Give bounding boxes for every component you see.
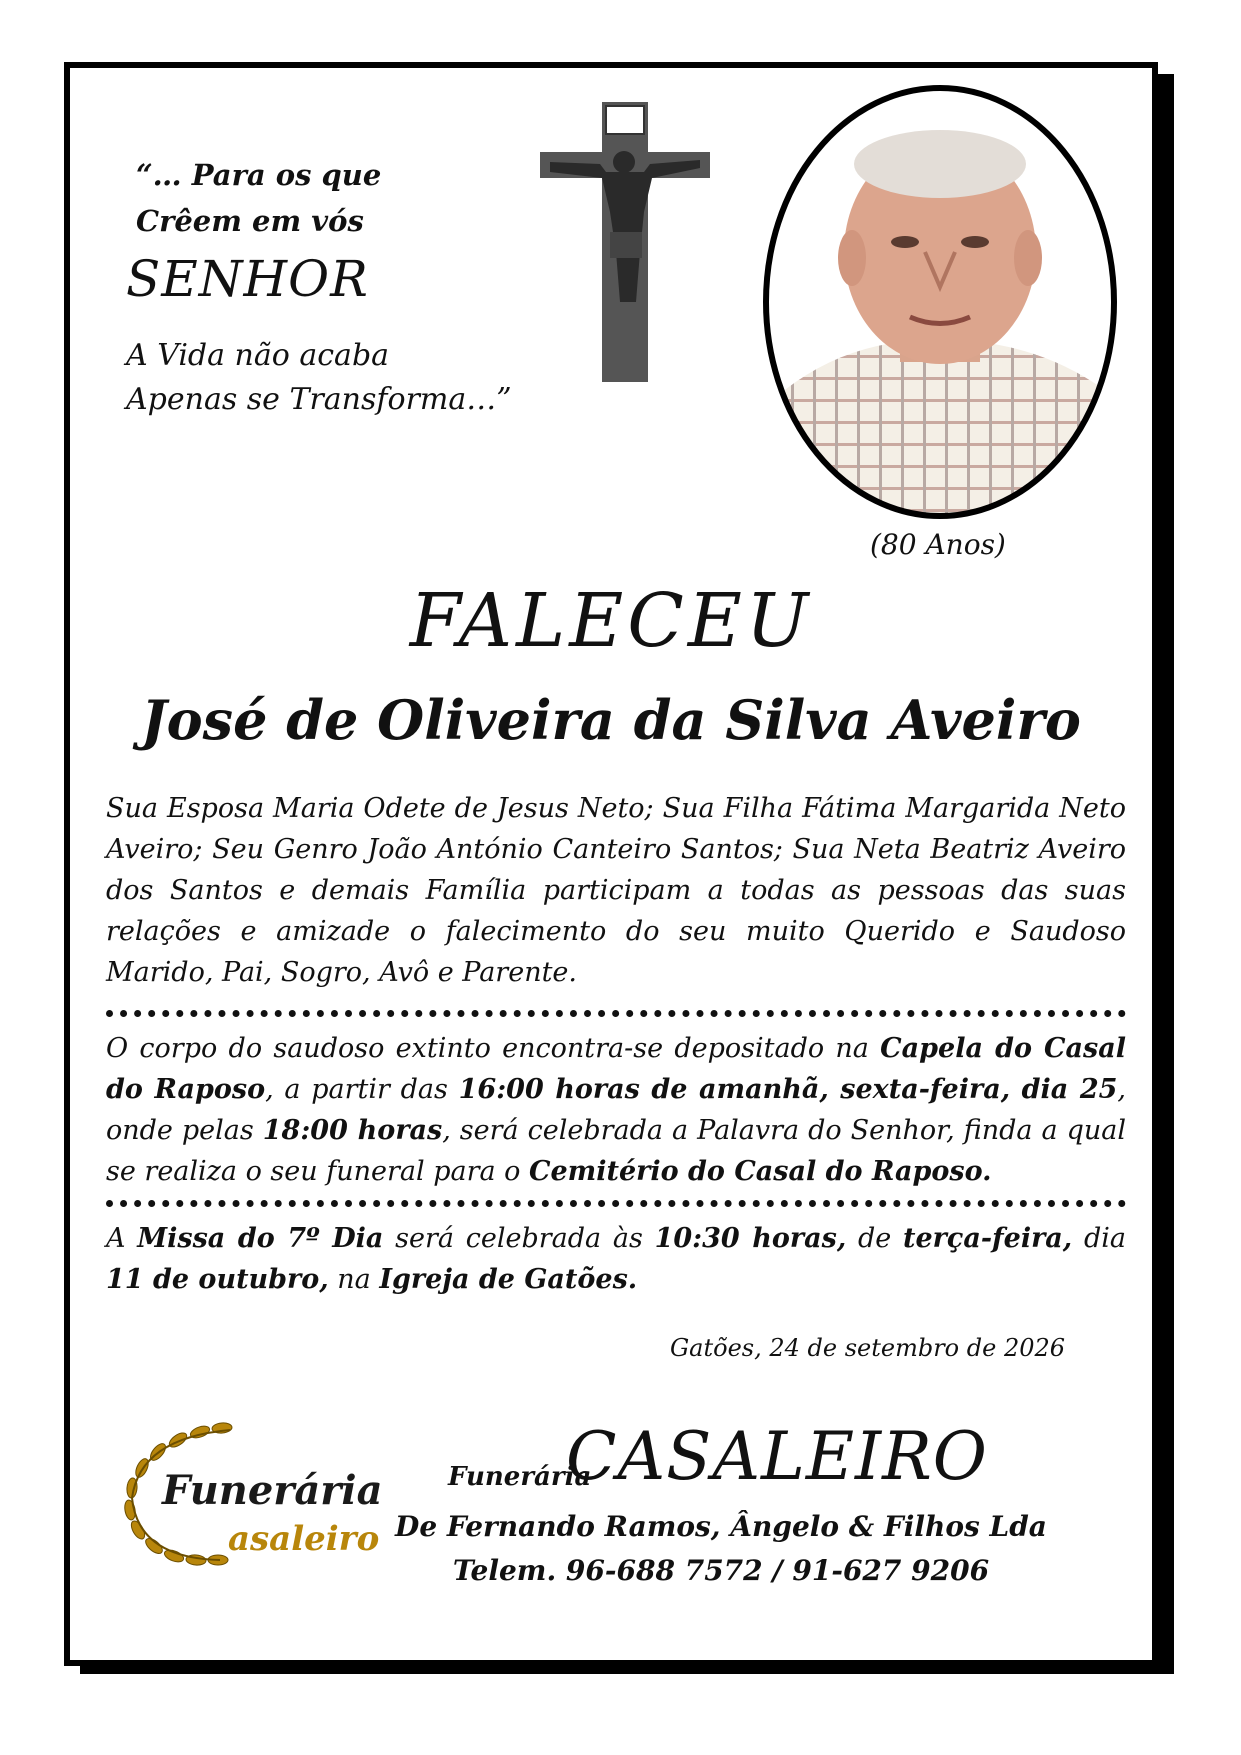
dotted-divider (106, 1010, 1126, 1017)
mass-time: 10:30 horas, (654, 1223, 847, 1254)
funeral-cemetery: Cemitério do Casal do Raposo. (529, 1156, 992, 1187)
funeral-text-2: , a partir das (265, 1074, 459, 1105)
mass-weekday: terça-feira, (903, 1223, 1073, 1254)
mass-paragraph (106, 1218, 1126, 1300)
funeral-text-3: , onde pelas (106, 1074, 1126, 1146)
faleceu-heading: FALECEU (409, 578, 813, 664)
obituary-card (64, 62, 1158, 1666)
logo-word-2: asaleiro (228, 1519, 380, 1559)
mass-church: Igreja de Gatões. (379, 1264, 638, 1295)
crucifix-icon (540, 102, 710, 382)
family-paragraph: Sua Esposa Maria Odete de Jesus Neto; Sua Filha Fátima Margarida Neto Aveiro; Seu Genro João António Canteiro Santos; Sua Neta Beatriz Aveiro dos Santos e demais Família participam a todas as pessoas das suas relações e amizade o falecimento do seu muito Querido e Saudoso Marido, Pai, Sogro, Avô e Parente. (106, 793, 1126, 988)
funeraria-logo (110, 1418, 410, 1568)
funeral-text-4: , será celebrada a Palavra do Senhor, finda a qual se realiza o seu funeral para o (106, 1115, 1126, 1187)
company-owners: De Fernando Ramos, Ângelo & Filhos Lda (395, 1510, 1047, 1543)
funeral-text-1: O corpo do saudoso extinto encontra-se depositado na (106, 1033, 881, 1064)
mass-date: 11 de outubro, (106, 1264, 329, 1295)
quote-line-5: Apenas se Transforma…” (126, 382, 512, 417)
company-name: CASALEIRO (566, 1418, 988, 1495)
place-date: Gatões, 24 de setembro de 2026 (670, 1334, 1066, 1362)
funeral-time: 16:00 horas de amanhã, sexta-feira, dia 25 (458, 1074, 1118, 1105)
mass-text-5: na (328, 1264, 380, 1295)
funeral-paragraph (106, 1028, 1126, 1192)
dotted-divider (106, 1200, 1126, 1207)
mass-text-4: dia (1072, 1223, 1126, 1254)
mass-text-2: será celebrada às (383, 1223, 655, 1254)
mass-text-3: de (846, 1223, 904, 1254)
funeral-chapel: Capela do Casal do Raposo (106, 1033, 1126, 1105)
mass-title: Missa do 7º Dia (137, 1223, 384, 1254)
quote-line-1: “… Para os que (136, 158, 382, 192)
deceased-name: José de Oliveira da Silva Aveiro (141, 688, 1081, 752)
portrait-photo (760, 82, 1120, 522)
mass-text-1: A (106, 1223, 138, 1254)
company-phones: Telem. 96-688 7572 / 91-627 9206 (452, 1554, 990, 1587)
company-prefix: Funerária (448, 1462, 592, 1492)
age-label: (80 Anos) (870, 528, 1006, 561)
logo-word-1: Funerária (162, 1467, 383, 1514)
funeral-ceremony-time: 18:00 horas (262, 1115, 443, 1146)
quote-line-2: Crêem em vós (136, 204, 364, 238)
quote-line-4: A Vida não acaba (126, 338, 390, 373)
quote-line-3: SENHOR (126, 250, 369, 308)
